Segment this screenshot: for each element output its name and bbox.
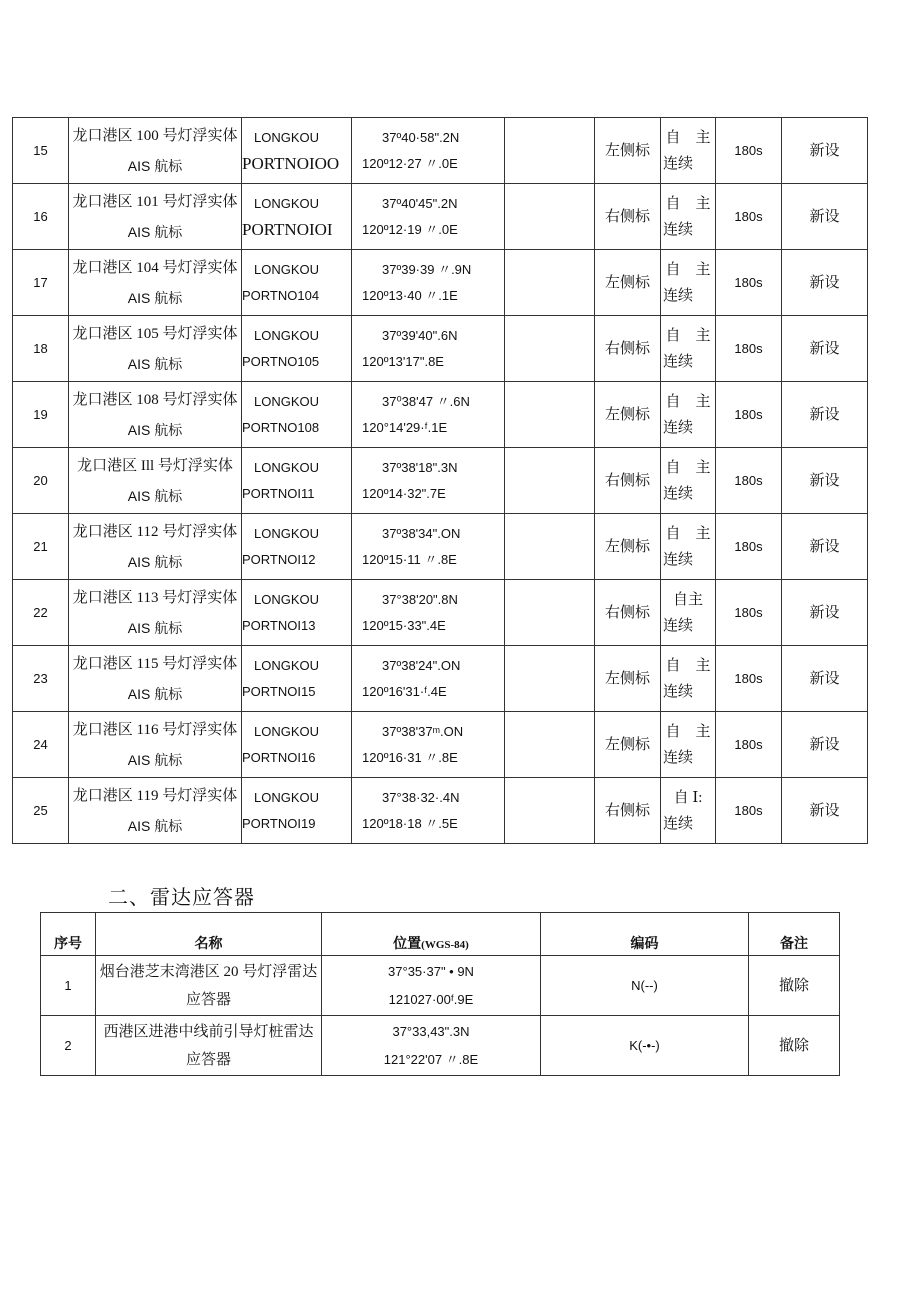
beacon-code-line2: PORTNOI15: [242, 683, 316, 699]
side-mark: 左侧标: [595, 646, 661, 712]
beacon-name: 龙口港区 105 号灯浮实体: [72, 325, 238, 342]
side-mark: 右侧标: [595, 448, 661, 514]
remark: 撤除: [749, 1016, 840, 1076]
beacon-code-line1: LONGKOU: [254, 459, 320, 475]
table-row: [13, 382, 868, 448]
ais-beacon-table: [12, 117, 868, 844]
broadcast-mode-line2: 连续: [663, 419, 694, 436]
beacon-code-line2: PORTNOI13: [242, 617, 316, 633]
beacon-position-cell: [352, 118, 505, 184]
beacon-code-line2: PORTNOIOO: [242, 153, 340, 173]
transponder-name: 西港区进港中线前引导灯桩雷达: [103, 1023, 314, 1040]
broadcast-mode-line1: 自 主: [665, 657, 711, 674]
beacon-code-line2: PORTNO108: [242, 419, 320, 435]
beacon-type: AIS 航标: [127, 421, 183, 438]
latitude: 37º38'37ᵐ.ON: [382, 723, 464, 739]
row-number: 25: [13, 778, 69, 844]
table-row: [13, 184, 868, 250]
table-row: [41, 956, 840, 1016]
latitude: 37°33,43".3N: [392, 1023, 470, 1039]
beacon-name: 龙口港区 119 号灯浮实体: [72, 787, 238, 804]
side-mark: 右侧标: [595, 580, 661, 646]
transponder-position-cell: [322, 1016, 541, 1076]
empty-cell: [505, 580, 595, 646]
side-mark: 左侧标: [595, 250, 661, 316]
empty-cell: [505, 118, 595, 184]
latitude: 37º38'24".ON: [382, 657, 461, 673]
latitude: 37º40·58".2N: [382, 129, 460, 145]
transponder-name: 烟台港芝末湾港区 20 号灯浮雷达: [99, 963, 318, 980]
broadcast-mode-cell: [661, 514, 716, 580]
empty-cell: [505, 712, 595, 778]
broadcast-mode-cell: [661, 712, 716, 778]
morse-code: K(-•-): [541, 1016, 749, 1076]
table-row: [41, 1016, 840, 1076]
broadcast-mode-line2: 连续: [663, 815, 694, 832]
beacon-position-cell: [352, 646, 505, 712]
broadcast-mode-cell: [661, 646, 716, 712]
empty-cell: [505, 448, 595, 514]
broadcast-mode-line1: 自 主: [665, 327, 711, 344]
beacon-name: 龙口港区 100 号灯浮实体: [72, 127, 238, 144]
transponder-name-cell: [96, 1016, 322, 1076]
table-row: [13, 712, 868, 778]
remark: 新设: [782, 778, 868, 844]
latitude: 37°38'20".8N: [382, 591, 458, 607]
broadcast-mode-cell: [661, 448, 716, 514]
row-number: 18: [13, 316, 69, 382]
longitude: 120º16·31 〃.8E: [362, 749, 458, 765]
latitude: 37º38'34".ON: [382, 525, 461, 541]
beacon-code-line1: LONGKOU: [254, 393, 320, 409]
broadcast-mode-line2: 连续: [663, 155, 694, 172]
transponder-name-cell: [96, 956, 322, 1016]
header-name: 名称: [96, 913, 322, 956]
beacon-position-cell: [352, 316, 505, 382]
remark: 新设: [782, 316, 868, 382]
broadcast-mode-cell: [661, 250, 716, 316]
beacon-code-line2: PORTNO104: [242, 287, 320, 303]
beacon-code-line1: LONGKOU: [254, 195, 320, 211]
beacon-type: AIS 航标: [127, 553, 183, 570]
beacon-position-cell: [352, 712, 505, 778]
beacon-code-line1: LONGKOU: [254, 789, 320, 805]
beacon-name: 龙口港区 116 号灯浮实体: [72, 721, 238, 738]
empty-cell: [505, 316, 595, 382]
beacon-code-line1: LONGKOU: [254, 723, 320, 739]
longitude: 121°22'07 〃.8E: [383, 1051, 479, 1067]
beacon-code-line1: LONGKOU: [254, 657, 320, 673]
beacon-name: 龙口港区 108 号灯浮实体: [72, 391, 238, 408]
header-position-label: 位置: [393, 937, 422, 952]
broadcast-period: 180s: [716, 646, 782, 712]
beacon-position-cell: [352, 382, 505, 448]
beacon-code-line1: LONGKOU: [254, 327, 320, 343]
beacon-name-cell: [69, 316, 242, 382]
beacon-position-cell: [352, 580, 505, 646]
broadcast-period: 180s: [716, 382, 782, 448]
remark: 新设: [782, 118, 868, 184]
table-row: [13, 514, 868, 580]
beacon-code-cell: [242, 778, 352, 844]
latitude: 37º38'18".3N: [382, 459, 458, 475]
longitude: 120°14'29·ᶠ.1E: [362, 419, 448, 435]
broadcast-mode-line2: 连续: [663, 617, 694, 634]
beacon-name-cell: [69, 646, 242, 712]
beacon-type: AIS 航标: [127, 289, 183, 306]
broadcast-mode-line1: 自 主: [665, 525, 711, 542]
table-row: [13, 580, 868, 646]
broadcast-mode-cell: [661, 316, 716, 382]
radar-transponder-table: [40, 912, 840, 1076]
beacon-position-cell: [352, 778, 505, 844]
broadcast-mode-line1: 自主: [672, 591, 703, 608]
latitude: 37º39'40".6N: [382, 327, 458, 343]
header-code: 编码: [541, 913, 749, 956]
beacon-type: AIS 航标: [127, 157, 183, 174]
transponder-type: 应答器: [185, 991, 231, 1008]
remark: 新设: [782, 712, 868, 778]
beacon-code-cell: [242, 316, 352, 382]
remark: 撤除: [749, 956, 840, 1016]
beacon-position-cell: [352, 448, 505, 514]
broadcast-mode-cell: [661, 382, 716, 448]
side-mark: 右侧标: [595, 184, 661, 250]
broadcast-mode-cell: [661, 118, 716, 184]
beacon-position-cell: [352, 250, 505, 316]
broadcast-period: 180s: [716, 250, 782, 316]
section-title: 二、雷达应答器: [108, 887, 255, 909]
side-mark: 右侧标: [595, 778, 661, 844]
beacon-code-cell: [242, 118, 352, 184]
remark: 新设: [782, 580, 868, 646]
broadcast-mode-line1: 自 主: [665, 393, 711, 410]
table-row: [13, 118, 868, 184]
header-position-datum: (WGS-84): [421, 939, 469, 951]
remark: 新设: [782, 646, 868, 712]
beacon-code-cell: [242, 514, 352, 580]
longitude: 120º12·19 〃.0E: [362, 221, 458, 237]
transponder-type: 应答器: [185, 1051, 231, 1068]
row-number: 22: [13, 580, 69, 646]
beacon-name: 龙口港区 112 号灯浮实体: [72, 523, 238, 540]
broadcast-mode-line1: 自 Ⅰ:: [673, 789, 703, 806]
table-row: [13, 646, 868, 712]
broadcast-mode-line1: 自 主: [665, 723, 711, 740]
beacon-name: 龙口港区 Ill 号灯浮实体: [77, 457, 233, 474]
transponder-position-cell: [322, 956, 541, 1016]
beacon-name: 龙口港区 113 号灯浮实体: [72, 589, 238, 606]
broadcast-mode-line2: 连续: [663, 287, 694, 304]
radar-header-row: [41, 913, 840, 956]
row-number: 17: [13, 250, 69, 316]
beacon-name-cell: [69, 118, 242, 184]
remark: 新设: [782, 514, 868, 580]
empty-cell: [505, 382, 595, 448]
beacon-code-cell: [242, 382, 352, 448]
broadcast-period: 180s: [716, 118, 782, 184]
latitude: 37°35·37" • 9N: [388, 963, 474, 979]
longitude: 120º13'17".8E: [362, 353, 444, 369]
beacon-name-cell: [69, 448, 242, 514]
table-row: [13, 316, 868, 382]
longitude: 120º18·18 〃.5E: [362, 815, 458, 831]
row-number: 2: [41, 1016, 96, 1076]
beacon-code-line2: PORTNOI12: [242, 551, 316, 567]
beacon-code-line2: PORTNO105: [242, 353, 320, 369]
header-position: [322, 913, 541, 956]
row-number: 16: [13, 184, 69, 250]
broadcast-mode-line1: 自 主: [665, 459, 711, 476]
broadcast-mode-line2: 连续: [663, 551, 694, 568]
side-mark: 左侧标: [595, 382, 661, 448]
longitude: 120º16'31·ᶠ.4E: [362, 683, 447, 699]
beacon-code-line1: LONGKOU: [254, 129, 320, 145]
longitude: 120º15·11 〃.8E: [362, 551, 457, 567]
latitude: 37°38·32·.4N: [382, 789, 460, 805]
beacon-code-cell: [242, 712, 352, 778]
remark: 新设: [782, 250, 868, 316]
broadcast-period: 180s: [716, 778, 782, 844]
broadcast-period: 180s: [716, 184, 782, 250]
row-number: 19: [13, 382, 69, 448]
beacon-code-line1: LONGKOU: [254, 261, 320, 277]
longitude: 121027·00ᶠ.9E: [388, 991, 474, 1007]
beacon-code-cell: [242, 250, 352, 316]
broadcast-mode-cell: [661, 184, 716, 250]
beacon-type: AIS 航标: [127, 751, 183, 768]
table-row: [13, 448, 868, 514]
header-no: 序号: [41, 913, 96, 956]
broadcast-mode-cell: [661, 778, 716, 844]
beacon-code-line2: PORTNOI11: [242, 485, 315, 501]
broadcast-mode-line2: 连续: [663, 485, 694, 502]
side-mark: 左侧标: [595, 514, 661, 580]
beacon-type: AIS 航标: [127, 685, 183, 702]
row-number: 20: [13, 448, 69, 514]
broadcast-mode-line2: 连续: [663, 749, 694, 766]
side-mark: 左侧标: [595, 118, 661, 184]
remark: 新设: [782, 448, 868, 514]
latitude: 37º39·39 〃.9N: [382, 261, 472, 277]
empty-cell: [505, 778, 595, 844]
empty-cell: [505, 646, 595, 712]
beacon-position-cell: [352, 514, 505, 580]
longitude: 120º14·32".7E: [362, 485, 446, 501]
latitude: 37º40'45".2N: [382, 195, 458, 211]
broadcast-mode-cell: [661, 580, 716, 646]
beacon-name: 龙口港区 104 号灯浮实体: [72, 259, 238, 276]
broadcast-mode-line1: 自 主: [665, 129, 711, 146]
beacon-code-line2: PORTNOI16: [242, 749, 316, 765]
broadcast-mode-line2: 连续: [663, 683, 694, 700]
longitude: 120º15·33".4E: [362, 617, 446, 633]
broadcast-mode-line2: 连续: [663, 221, 694, 238]
beacon-type: AIS 航标: [127, 817, 183, 834]
beacon-name-cell: [69, 514, 242, 580]
remark: 新设: [782, 382, 868, 448]
beacon-code-cell: [242, 646, 352, 712]
beacon-code-cell: [242, 184, 352, 250]
longitude: 120º13·40 〃.1E: [362, 287, 458, 303]
broadcast-mode-line2: 连续: [663, 353, 694, 370]
beacon-name-cell: [69, 382, 242, 448]
beacon-code-cell: [242, 580, 352, 646]
beacon-code-line2: PORTNOIOI: [242, 219, 333, 239]
beacon-name: 龙口港区 115 号灯浮实体: [72, 655, 238, 672]
beacon-code-line1: LONGKOU: [254, 591, 320, 607]
beacon-name-cell: [69, 580, 242, 646]
row-number: 1: [41, 956, 96, 1016]
beacon-type: AIS 航标: [127, 487, 183, 504]
broadcast-period: 180s: [716, 514, 782, 580]
row-number: 23: [13, 646, 69, 712]
beacon-code-line2: PORTNOI19: [242, 815, 316, 831]
row-number: 24: [13, 712, 69, 778]
broadcast-period: 180s: [716, 448, 782, 514]
beacon-type: AIS 航标: [127, 223, 183, 240]
broadcast-period: 180s: [716, 580, 782, 646]
beacon-name-cell: [69, 778, 242, 844]
beacon-name: 龙口港区 101 号灯浮实体: [72, 193, 238, 210]
beacon-name-cell: [69, 250, 242, 316]
broadcast-period: 180s: [716, 316, 782, 382]
beacon-position-cell: [352, 184, 505, 250]
broadcast-mode-line1: 自 主: [665, 261, 711, 278]
empty-cell: [505, 514, 595, 580]
table-row: [13, 250, 868, 316]
longitude: 120º12·27 〃.0E: [362, 155, 458, 171]
beacon-name-cell: [69, 184, 242, 250]
side-mark: 右侧标: [595, 316, 661, 382]
beacon-type: AIS 航标: [127, 355, 183, 372]
remark: 新设: [782, 184, 868, 250]
beacon-name-cell: [69, 712, 242, 778]
broadcast-mode-line1: 自 主: [665, 195, 711, 212]
empty-cell: [505, 184, 595, 250]
beacon-code-cell: [242, 448, 352, 514]
side-mark: 左侧标: [595, 712, 661, 778]
latitude: 37⁰38'47 〃.6N: [382, 393, 470, 409]
broadcast-period: 180s: [716, 712, 782, 778]
morse-code: N(--): [541, 956, 749, 1016]
row-number: 15: [13, 118, 69, 184]
empty-cell: [505, 250, 595, 316]
header-remark: 备注: [749, 913, 840, 956]
beacon-code-line1: LONGKOU: [254, 525, 320, 541]
table-row: [13, 778, 868, 844]
row-number: 21: [13, 514, 69, 580]
beacon-type: AIS 航标: [127, 619, 183, 636]
